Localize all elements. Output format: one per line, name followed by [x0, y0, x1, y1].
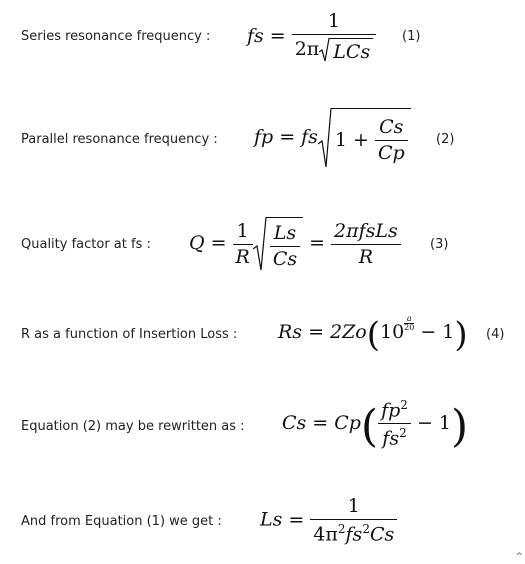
equation-5-formula: Cs = Cp( $\frac{fp^2}{fs^2}$ − 1) — [282, 398, 469, 452]
square-root — [253, 217, 303, 271]
square-root: 1 + $\frac{Cs}{Cp}$ — [318, 108, 411, 168]
equation-2-formula: fp = fs 1 + $\frac{Cs}{Cp}$ — [254, 108, 411, 168]
square-root: LCs — [319, 38, 373, 62]
corner-mark: ^ — [515, 552, 523, 562]
fraction: $\frac{Ls}{Cs}$ — [270, 224, 300, 269]
equation-1-formula: fs = 1 2π LCs — [247, 12, 376, 62]
equation-1-number: (1) — [402, 29, 421, 44]
equation-4-formula: Rs = 2Zo(10 $\frac{a}{20}$ − 1) — [278, 314, 468, 355]
equation-3-number: (3) — [430, 237, 449, 252]
equation-5-label: Equation (2) may be rewritten as : — [21, 419, 245, 434]
fraction: $\frac{\text{2πfsLs}}{R}$ — [331, 222, 401, 267]
exponent-fraction: $\frac{a}{20}$ — [404, 314, 415, 332]
equation-3-label: Quality factor at fs : — [21, 237, 151, 252]
fraction: $\frac{1}{4\pi^2fs^2Cs}$ — [310, 497, 397, 544]
equation-4-label: R as a function of Insertion Loss : — [21, 327, 238, 342]
equation-3-formula: Q = $\frac{1}{R}$ $\frac{Ls}{Cs}$ = $\frac{\text{2πfsLs}}{R}$ — [189, 217, 401, 271]
radical-sign-icon — [319, 38, 330, 62]
fraction: $\frac{fp^2}{fs^2}$ — [378, 399, 411, 449]
fs-symbol: fs — [247, 25, 264, 47]
equation-6-formula: Ls = $\frac{1}{4\pi^2fs^2Cs}$ — [260, 497, 397, 544]
fraction: 1 2π LCs — [292, 12, 376, 62]
equation-2-label: Parallel resonance frequency : — [21, 132, 218, 147]
fraction: $\frac{1}{R}$ — [233, 222, 253, 267]
fraction: $\frac{Cs}{Cp}$ — [375, 118, 408, 163]
equation-2-number: (2) — [436, 132, 455, 147]
radical-sign-icon — [253, 217, 267, 271]
equation-6-label: And from Equation (1) we get : — [21, 514, 222, 529]
equation-1-label: Series resonance frequency : — [21, 29, 211, 44]
equation-4-number: (4) — [486, 327, 505, 342]
radical-sign-icon — [318, 108, 332, 168]
